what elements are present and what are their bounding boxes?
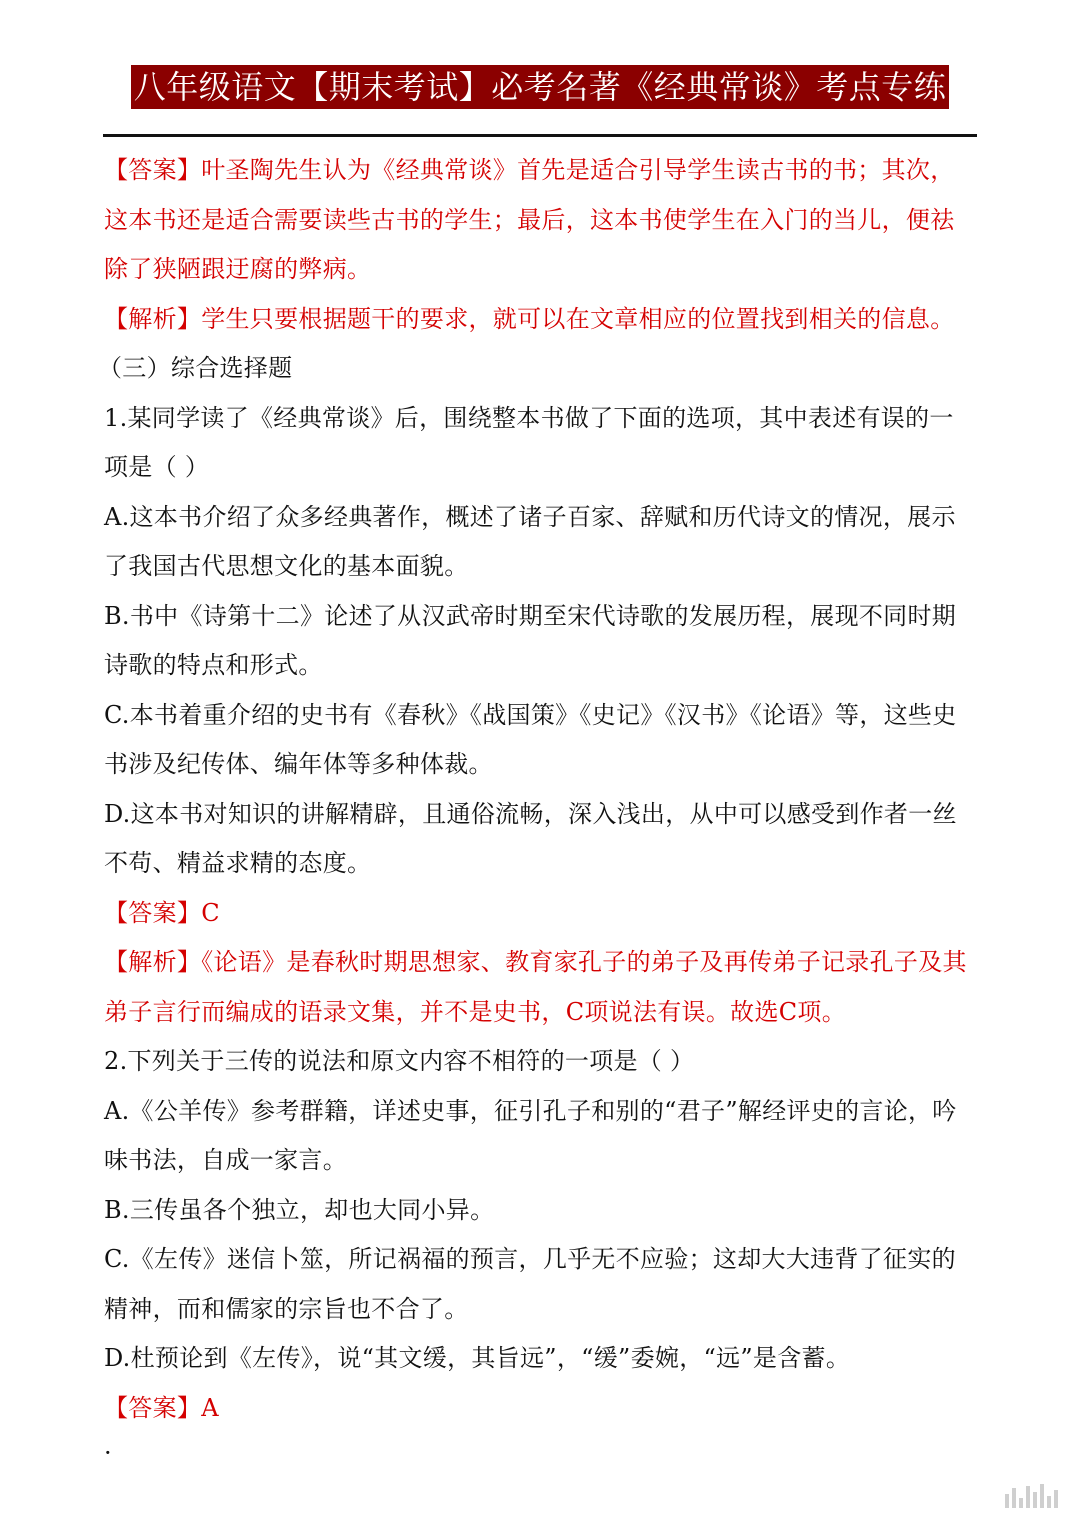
q1-option-b: B.书中《诗第十二》论述了从汉武帝时期至宋代诗歌的发展历程，展现不同时期诗歌的特点和形式。 bbox=[104, 601, 957, 679]
page-title: 八年级语文【期末考试】必考名著《经典常谈》考点专练 bbox=[131, 65, 950, 109]
q2-option-a: A.《公羊传》参考群籍，详述史事，征引孔子和别的“君子”解经评史的言论，吟味书法，自成一家言。 bbox=[104, 1096, 957, 1174]
question-2: 2.下列关于三传的说法和原文内容不相符的一项是（ ） bbox=[104, 1047, 695, 1075]
title-divider bbox=[103, 134, 977, 137]
question-1: 1.某同学读了《经典常谈》后，围绕整本书做了下面的选项，其中表述有误的一项是（ ） bbox=[104, 403, 954, 481]
q1-option-a: A.这本书介绍了众多经典著作，概述了诸子百家、辞赋和历代诗文的情况，展示了我国古代思想文化的基本面貌。 bbox=[104, 502, 956, 580]
q1-analysis: 【解析】《论语》是春秋时期思想家、教育家孔子的弟子及再传弟子记录孔子及其弟子言行而编成的语录文集，并不是史书，C项说法有误。故选C项。 bbox=[104, 948, 967, 1026]
trailing-dot: · bbox=[104, 1439, 112, 1467]
q1-option-c: C.本书着重介绍的史书有《春秋》《战国策》《史记》《汉书》《论语》等，这些史书涉及纪传体、编年体等多种体裁。 bbox=[104, 700, 957, 778]
q1-option-d: D.这本书对知识的讲解精辟，且通俗流畅，深入浅出，从中可以感受到作者一丝不苟、精益求精的态度。 bbox=[104, 799, 957, 877]
header-banner bbox=[0, 65, 1080, 109]
q1-answer: 【答案】C bbox=[104, 898, 220, 927]
answer-paragraph: 【答案】叶圣陶先生认为《经典常谈》首先是适合引导学生读古书的书；其次，这本书还是适合需要读些古书的学生；最后，这本书使学生在入门的当儿，便祛除了狭陋跟迂腐的弊病。 bbox=[104, 156, 955, 283]
analysis-paragraph: 【解析】学生只要根据题干的要求，就可以在文章相应的位置找到相关的信息。 bbox=[104, 304, 955, 333]
q2-option-b: B.三传虽各个独立，却也大同小异。 bbox=[104, 1195, 495, 1224]
q2-option-d: D.杜预论到《左传》，说“其文缓，其旨远”，“缓”委婉，“远”是含蓄。 bbox=[104, 1344, 851, 1372]
q2-answer: 【答案】A bbox=[104, 1393, 219, 1422]
q2-option-c: C.《左传》迷信卜筮，所记祸福的预言，几乎无不应验；这却大大违背了征实的精神，而和儒家的宗旨也不合了。 bbox=[104, 1245, 956, 1323]
document-body bbox=[98, 146, 976, 1473]
watermark-bars-icon bbox=[1005, 1484, 1058, 1508]
section-heading: （三）综合选择题 bbox=[98, 354, 293, 382]
